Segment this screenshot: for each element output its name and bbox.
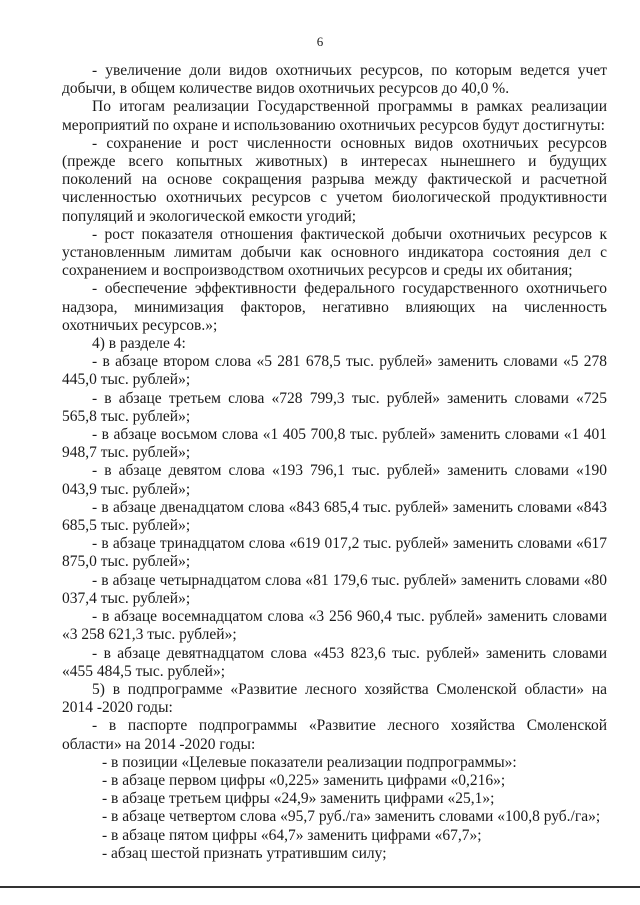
paragraph: - в абзаце девятом слова «193 796,1 тыс. рублей» заменить словами «190 043,9 тыс. рублей»; [62, 462, 607, 498]
section-item: 4) в разделе 4: [92, 335, 186, 353]
sub-item: - абзац шестой признать утратившим силу; [102, 844, 387, 862]
sub-item: - в абзаце четвертом слова «95,7 руб./га» заменить словами «100,8 руб./га»; [102, 808, 601, 826]
document-body [62, 62, 607, 863]
paragraph: - в абзаце восемнадцатом слова «3 256 960,4 тыс. рублей» заменить словами «3 258 621,3 тыс. рублей»; [62, 608, 607, 644]
paragraph: - в абзаце восьмом слова «1 405 700,8 тыс. рублей» заменить словами «1 401 948,7 тыс. рублей»; [62, 426, 607, 462]
sub-item: - в абзаце первом цифры «0,225» заменить цифрами «0,216»; [102, 771, 506, 789]
paragraph: - в абзаце девятнадцатом слова «453 823,6 тыс. рублей» заменить словами «455 484,5 тыс. рублей»; [62, 644, 607, 680]
paragraph: - сохранение и рост численности основных видов охотничьих ресурсов (прежде всего копытных животных) в интересах нынешнего и будущих поколений на основе сокращения разрыва между фактической и расчетной численностью охотничьих ресурсов с учетом биологической продуктивности популяций и экологической емкости угодий; [62, 134, 607, 225]
sub-item: - в абзаце третьем цифры «24,9» заменить цифрами «25,1»; [102, 790, 495, 808]
paragraph: - рост показателя отношения фактической добычи охотничьих ресурсов к установленным лимитам добычи как основного индикатора состояния дел с сохранением и воспроизводством охотничьих ресурсов и среды их обитания; [62, 225, 607, 280]
sub-item: - в позиции «Целевые показатели реализации подпрограммы»: [102, 753, 517, 771]
page-number: 6 [316, 34, 324, 49]
paragraph: - в абзаце тринадцатом слова «619 017,2 тыс. рублей» заменить словами «617 875,0 тыс. рублей»; [62, 535, 607, 571]
paragraph: - в абзаце двенадцатом слова «843 685,4 тыс. рублей» заменить словами «843 685,5 тыс. рублей»; [62, 498, 607, 535]
paragraph: - в абзаце четырнадцатом слова «81 179,6 тыс. рублей» заменить словами «80 037,4 тыс. рублей»; [62, 571, 607, 607]
paragraph: - обеспечение эффективности федерального государственного охотничьего надзора, минимизация факторов, негативно влияющих на численность охотничьих ресурсов.»; [62, 280, 607, 334]
paragraph: - в абзаце втором слова «5 281 678,5 тыс. рублей» заменить словами «5 278 445,0 тыс. рублей»; [62, 353, 607, 389]
paragraph: - в абзаце третьем слова «728 799,3 тыс. рублей» заменить словами «725 565,8 тыс. рублей»; [62, 389, 607, 425]
page-bottom-rule [0, 886, 640, 888]
sub-item: - в абзаце пятом цифры «64,7» заменить цифрами «67,7»; [102, 826, 482, 844]
paragraph: - увеличение доли видов охотничьих ресурсов, по которым ведется учет добычи, в общем количестве видов охотничьих ресурсов до 40,0 %. [62, 62, 607, 98]
paragraph: По итогам реализации Государственной программы в рамках реализации мероприятий по охране и использованию охотничьих ресурсов будут достигнуты: [62, 98, 607, 134]
paragraph: - в паспорте подпрограммы «Развитие лесного хозяйства Смоленской области» на 2014 -2020 годы: [62, 717, 607, 753]
section-item: 5) в подпрограмме «Развитие лесного хозяйства Смоленской области» на 2014 -2020 годы: [62, 680, 607, 717]
